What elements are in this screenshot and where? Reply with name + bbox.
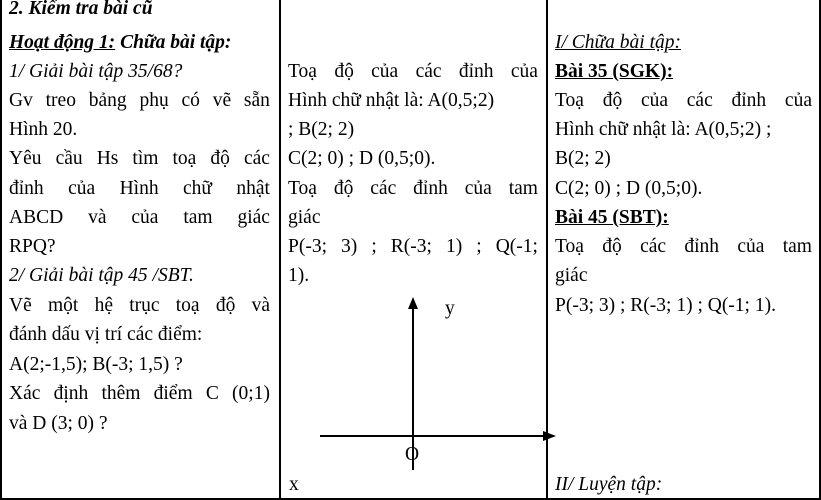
col3-line-5 — [555, 232, 812, 262]
exercise-1-title: 1/ Giải bài tập 35/68? — [9, 61, 183, 82]
word: hệ — [94, 295, 113, 316]
word: Toạ — [555, 90, 584, 111]
x-axis-arrow-icon — [543, 431, 556, 441]
word: của — [131, 207, 159, 228]
word: đỉnh — [731, 90, 767, 111]
exercise-2-title: 2/ Giải bài tập 45 /SBT. — [9, 265, 194, 286]
word: bảng — [88, 90, 127, 111]
bai45-title: Bài 45 (SBT): — [555, 207, 669, 228]
word: và — [251, 295, 270, 316]
word: tìm — [132, 148, 159, 169]
word: Hs — [96, 148, 119, 169]
word: đỉnh — [9, 178, 44, 199]
col2-line-6: giác — [288, 207, 321, 228]
col1-line-11: và D (3; 0) ? — [9, 413, 108, 434]
word: toạ — [175, 295, 200, 316]
word: nhật — [236, 178, 270, 199]
col1-line-2: Hình 20. — [9, 119, 78, 140]
col3-line-4: C(2; 0) ; D (0,5;0). — [555, 178, 703, 199]
word: P(-3; — [288, 236, 327, 257]
col3-line-6: giác — [555, 265, 588, 286]
word: của — [784, 90, 812, 111]
word: Yêu — [9, 148, 42, 169]
word: Hình — [119, 178, 159, 199]
word: giác — [237, 207, 270, 228]
bai35-title: Bài 35 (SGK): — [555, 61, 674, 82]
word: trục — [129, 295, 160, 316]
word: có — [181, 90, 200, 111]
word: các — [686, 90, 713, 111]
practice-heading: II/ Luyện tập: — [555, 474, 663, 495]
col3-line-3: B(2; 2) — [555, 148, 611, 169]
word: phụ — [139, 90, 169, 111]
word: ; — [371, 236, 377, 257]
word: Toạ — [288, 178, 317, 199]
x-axis-label: x — [289, 474, 299, 495]
activity-label: Hoạt động 1: — [9, 32, 116, 53]
word: của — [464, 178, 492, 199]
word: 3) — [341, 236, 358, 257]
col1-line-8: đánh dấu vị trí các điểm: — [9, 324, 203, 345]
activity-rest: Chữa bài tập: — [115, 32, 232, 53]
word: độ — [334, 61, 354, 82]
y-axis-label: y — [445, 298, 455, 319]
col3-heading: I/ Chữa bài tập: — [555, 32, 682, 53]
word: các — [415, 61, 442, 82]
word: Q(-1; — [495, 236, 538, 257]
word: đỉnh — [684, 236, 720, 257]
col1-line-6: RPQ? — [9, 236, 56, 257]
col1-line-9: A(2;-1,5); B(-3; 1,5) ? — [9, 354, 183, 375]
col3-line-1 — [555, 86, 812, 116]
word: C — [205, 383, 219, 404]
col2-line-8: 1). — [288, 265, 310, 286]
word: R(-3; — [390, 236, 432, 257]
word: của — [510, 61, 538, 82]
word: một — [47, 295, 79, 316]
word: vẽ — [212, 90, 232, 111]
word: Xác — [9, 383, 41, 404]
word: độ — [602, 236, 622, 257]
word: 1) — [445, 236, 463, 257]
word: tam — [183, 207, 213, 228]
word: cầu — [55, 148, 83, 169]
word: độ — [333, 178, 354, 199]
origin-label: O — [405, 444, 420, 465]
col3-line-2: Hình chữ nhật là: A(0,5;2) ; — [555, 119, 772, 140]
word: ABCD — [9, 207, 64, 228]
word: định — [53, 383, 89, 404]
word: độ — [602, 90, 623, 111]
word: đỉnh — [458, 61, 494, 82]
word: Toạ — [555, 236, 584, 257]
word: Toạ — [288, 61, 317, 82]
word: tam — [508, 178, 538, 199]
word: của — [737, 236, 765, 257]
word: treo — [45, 90, 76, 111]
word: điểm — [153, 383, 193, 404]
word: độ — [215, 295, 236, 316]
y-axis-arrow-icon — [408, 297, 418, 309]
word: sẵn — [243, 90, 270, 111]
col2-line-3: ; B(2; 2) — [288, 119, 355, 140]
word: các — [243, 148, 270, 169]
word: của — [371, 61, 399, 82]
word: toạ — [172, 148, 197, 169]
word: tam — [782, 236, 812, 257]
word: (0;1) — [232, 383, 270, 404]
word: các — [640, 236, 667, 257]
word: thêm — [101, 383, 141, 404]
word: và — [88, 207, 107, 228]
section-heading: 2. Kiểm tra bài cũ — [9, 0, 153, 19]
col2-line-2: Hình chữ nhật là: A(0,5;2) — [288, 90, 495, 111]
word: của — [640, 90, 669, 111]
word: Vẽ — [9, 295, 32, 316]
word: của — [68, 178, 96, 199]
word: đỉnh — [413, 178, 448, 199]
col2-line-4: C(2; 0) ; D (0,5;0). — [288, 148, 436, 169]
col3-line-7: P(-3; 3) ; R(-3; 1) ; Q(-1; 1). — [555, 295, 776, 316]
word: chữ — [183, 178, 212, 199]
word: Gv — [9, 90, 33, 111]
word: các — [370, 178, 397, 199]
word: ; — [476, 236, 482, 257]
word: độ — [210, 148, 230, 169]
